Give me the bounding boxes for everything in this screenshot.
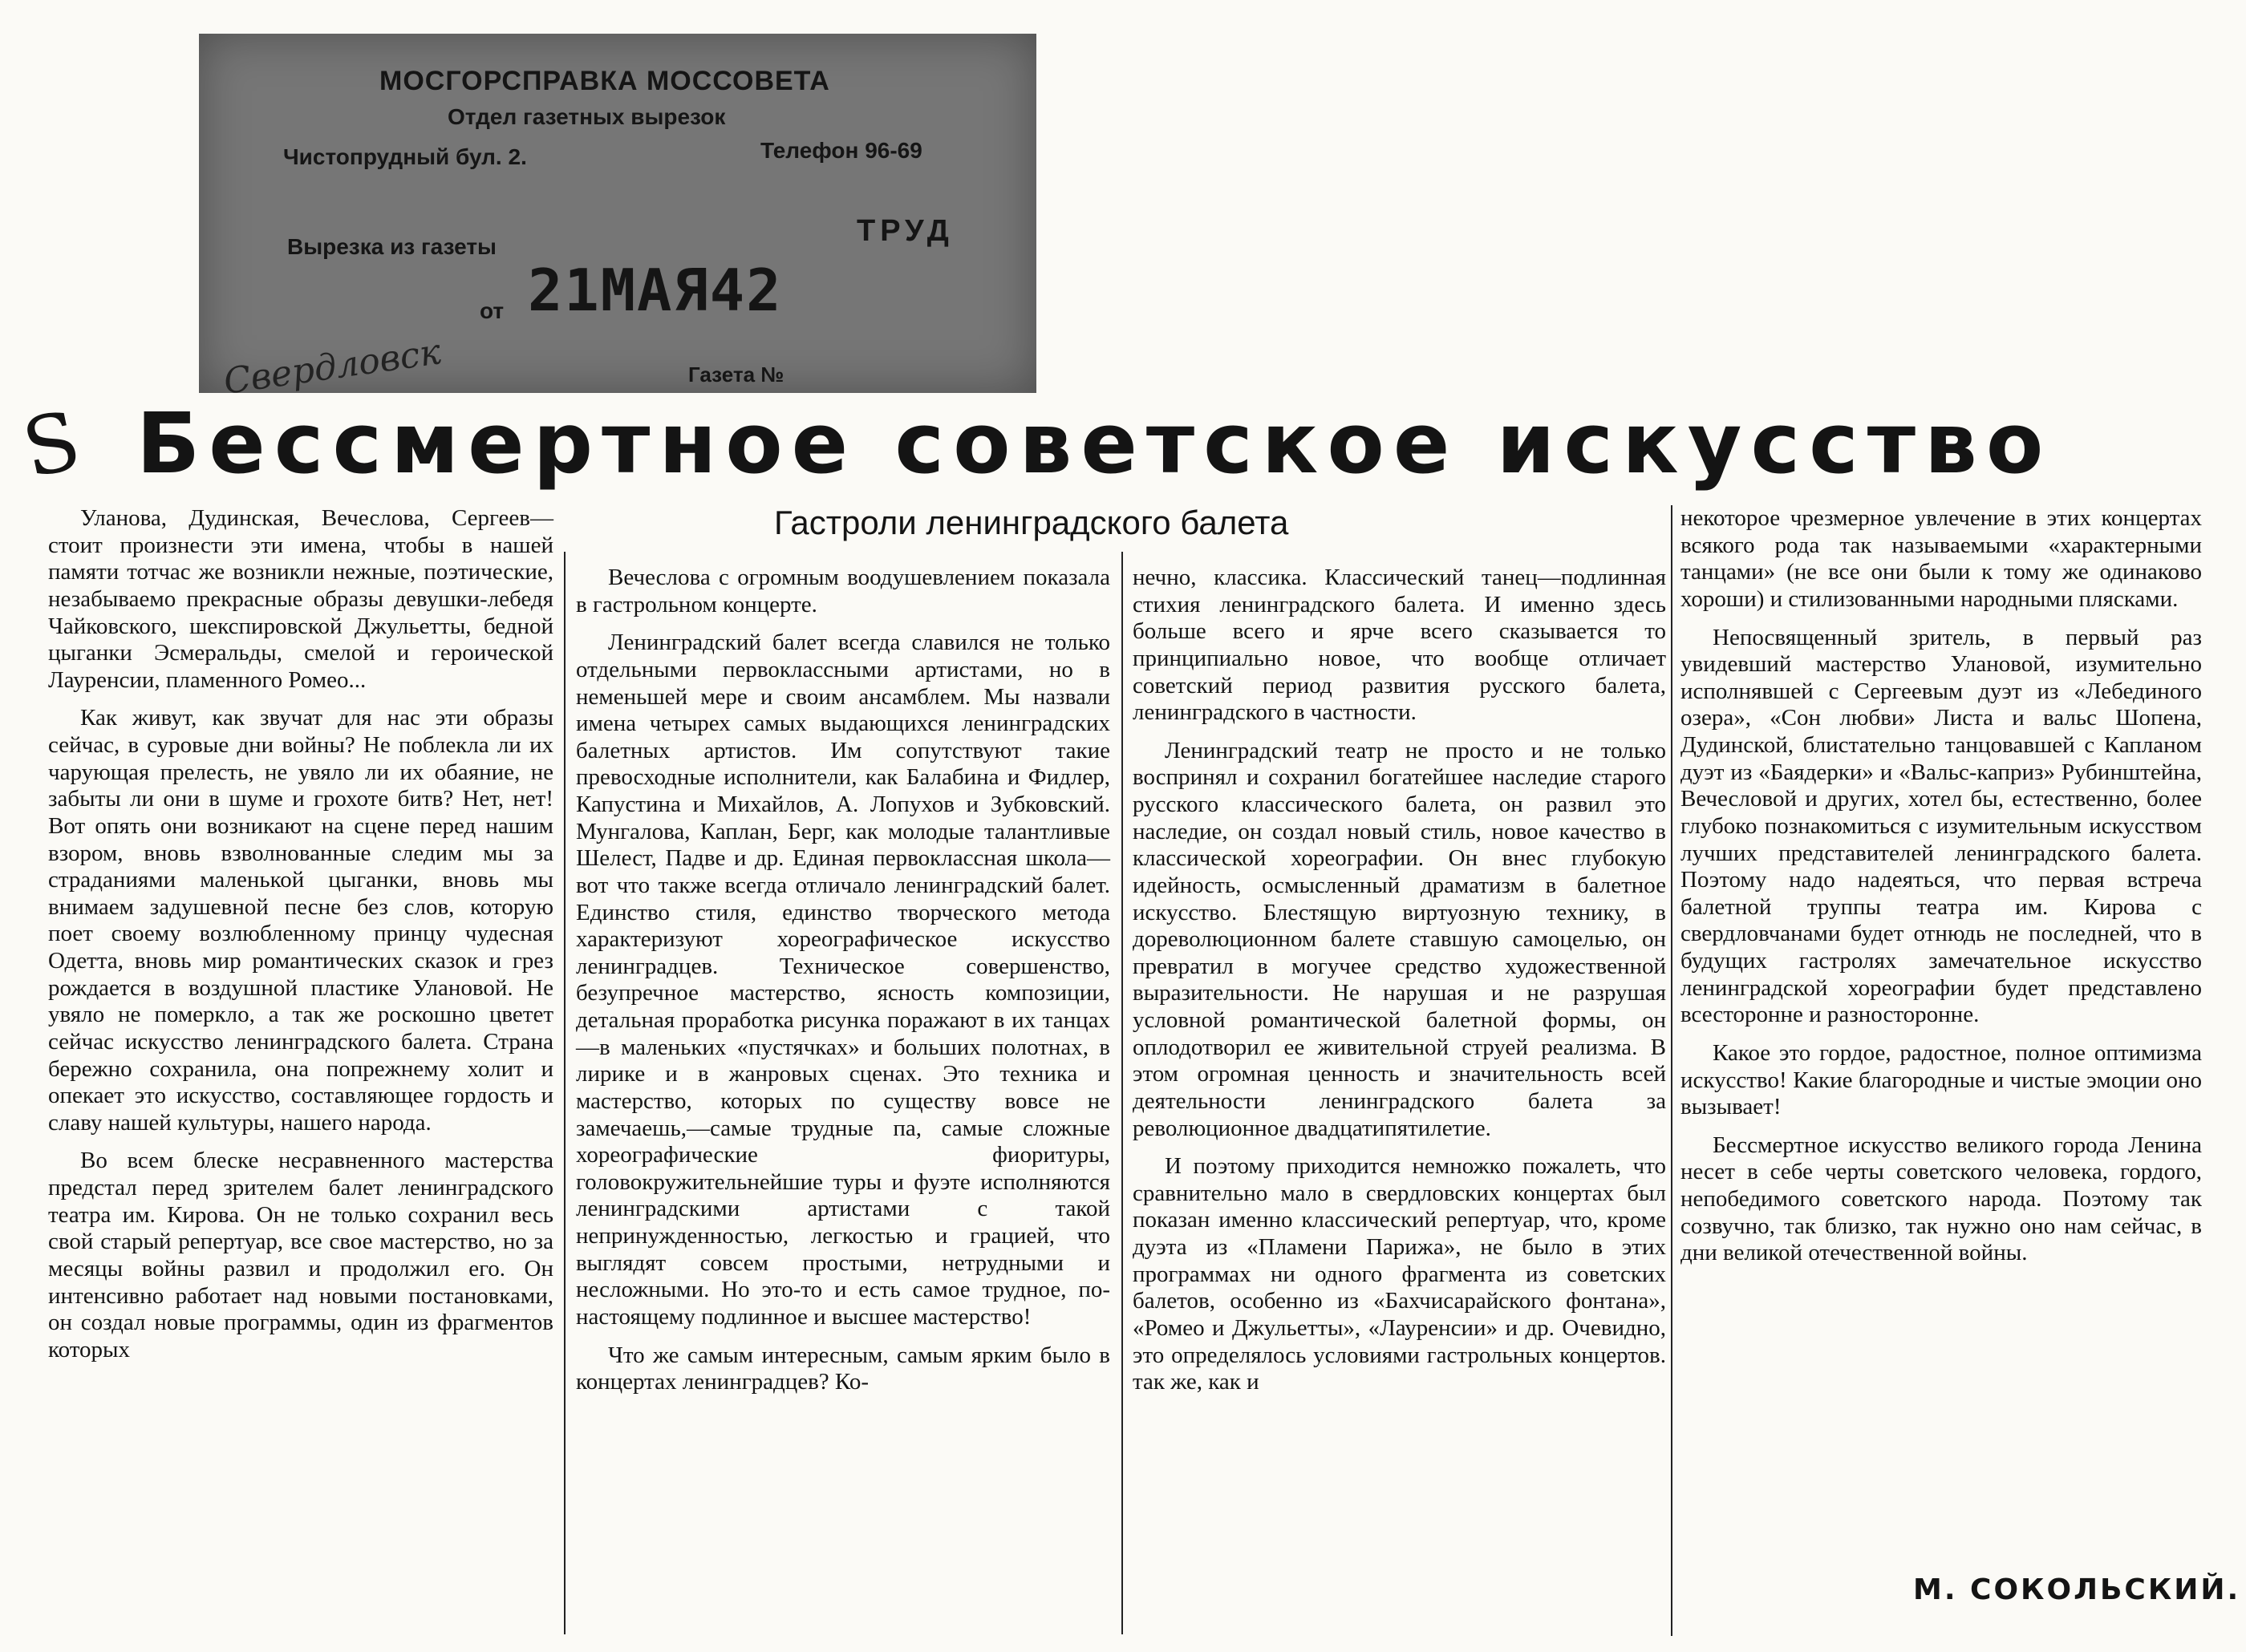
paragraph: Какое это гордое, радостное, полное оптимизма искусство! Какие благородные и чистые эмоции оно вызывает! [1680, 1039, 2202, 1120]
stamp-date: 21МАЯ42 [528, 257, 783, 324]
paragraph: Вечеслова с огромным воодушевлением показала в гастрольном концерте. [576, 565, 1110, 617]
article-column-1 [48, 505, 553, 1363]
article-headline: Бессмертное советское искусство [136, 395, 2053, 492]
stamp-address: Чистопрудный бул. 2. [283, 144, 527, 169]
article-column-4 [1680, 505, 2202, 1267]
paragraph: Ленинградский театр не просто и не только воспринял и сохранил богатейшее наследие старого русского классического балета, он развил это наследие, он создал новый стиль, новое качество в классической хореографии. Он внес глубокую идейность, осмысленный драматизм в балетное искусство. Блестящую виртуозную технику, в дореволюционном балете ставшую самоцелью, он превратил в могучее средство художественной выразительности. Не нарушая и не разрушая условной романтической балетной формы, он оплодотворил ее живительной струей реализма. В этом огромная ценность и значительность всей деятельности ленинградского балета за революционное двадцатипятилетие. [1133, 737, 1666, 1141]
stamp-department: Отдел газетных вырезок [448, 104, 726, 129]
paragraph: Во всем блеске несравненного мастерства предстал перед зрителем балет ленинградского театра им. Кирова. Он не только сохранил весь свой старый репертуар, все свое мастерство, но за месяцы войны развил и продолжил его. Он интенсивно работает над новыми постановками, он создал новые программы, один из фрагментов которых [48, 1148, 553, 1362]
column-divider [1121, 552, 1123, 1634]
column-divider [564, 552, 566, 1634]
paragraph: Что же самым интересным, самым ярким было в концертах ленинградцев? Ко- [576, 1342, 1110, 1395]
stamp-from-label: от [480, 298, 505, 323]
stamp-gazette-label: Газета № [688, 362, 784, 387]
paragraph: Ленинградский балет всегда славился не только отдельными первоклассными артистами, но в неменьшей мере и своим ансамблем. Мы назвали имена четырех самых выдающихся ленинградских балетных артистов. Им сопутствуют такие превосходные исполнители, как Балабина и Фидлер, Капустина и Михайлов, А. Лопухов и Зубковский. Мунгалова, Каплан, Берг, как молодые талантливые Шелест, Падве и др. Единая первоклассная школа—вот что также всегда отличало ленинградский балет. Единство стиля, единство творческого метода характеризуют хореографическое искусство ленинградцев. Техническое совершенство, безупречное мастерство, ясность композиции, детальная проработка рисунка поражают в их танцах —в маленьких «пустячках» и больших полотнах, в лирике и в жанровых сценах. Это техника и мастерство, которых по существу вовсе не замечаешь,—самые трудные па, самые сложные хореографические фиоритуры, головокружительнейшие туры и фуэте исполняются ленинградскими артистами с такой непринужденностью, легкостью и грацией, что выглядят совсем простыми, нетрудными и несложными. Но это-то и есть самое трудное, по-настоящему подлинное и высшее мастерство! [576, 630, 1110, 1330]
handwritten-mark: S [14, 393, 88, 496]
paragraph: Уланова, Дудинская, Вечеслова, Сергеев—стоит произнести эти имена, чтобы в нашей памяти тотчас же возникли нежные, поэтические, незабываемо прекрасные образы девушки-лебедя Чайковского, шекспировской Джульетты, бедной цыганки Эсмеральды, смелой и героической Лауренсии, пламенного Ромео... [48, 505, 553, 693]
stamp-phone: Телефон 96-69 [760, 138, 922, 163]
column-divider [1671, 505, 1672, 1636]
paragraph: Бессмертное искусство великого города Ленина несет в себе черты советского человека, гордого, непобедимого советского народа. Поэтому так созвучно, так близко, так нужно оно нам сейчас, в дни великой отечественной войны. [1680, 1132, 2202, 1266]
paragraph: нечно, классика. Классический танец—подлинная стихия ленинградского балета. И именно здесь больше всего и ярче всего сказывается то принципиально новое, что вообще отличает советский период развития русского балета, ленинградского в частности. [1133, 565, 1666, 726]
article-author: М. СОКОЛЬСКИЙ. [1913, 1573, 2241, 1606]
paragraph: Непосвященный зритель, в первый раз увидевший мастерство Улановой, изумительно исполнявшей с Сергеевым дуэт из «Лебединого озера», «Сон любви» Листа и вальс Шопена, Дудинской, блистательно танцовавшей с Капланом дуэт из «Баядерки» и «Вальс-каприз» Рубинштейна, Вечесловой и других, хотел бы, естественно, более глубоко познакомиться с изумительным искусством лучших представителей ленинградского балета. Поэтому надо надеяться, что первая встреча балетной труппы театра им. Кирова с свердловчанами будет отнюдь не последней, что в будущих гастролях замечательное искусство ленинградской хореографии будет представлено всесторонне и разносторонне. [1680, 624, 2202, 1028]
article-column-2 [576, 565, 1110, 1396]
article-column-3 [1133, 565, 1666, 1396]
stamp-clip-label: Вырезка из газеты [287, 234, 497, 259]
paragraph: И поэтому приходится немножко пожалеть, что сравнительно мало в свердловских концертах был показан именно классический репертуар, что, кроме дуэта из «Пламени Парижа», не было в этих программах ни одного фрагмента из советских балетов, особенно из «Бахчисарайского фонтана», «Ромео и Джульетты», «Лауренсии» и др. Очевидно, это определялось условиями гастрольных концертов. так же, как и [1133, 1153, 1666, 1395]
handwritten-signature: Свердловск [221, 331, 444, 403]
paragraph: некоторое чрезмерное увлечение в этих концертах всякого рода так называемыми «характерными танцами» (не все они были к тому же одинаково хороши) и стилизованными народными плясками. [1680, 505, 2202, 612]
stamp-newspaper-name: ТРУД [857, 214, 954, 248]
archive-stamp [199, 34, 1036, 403]
stamp-organization: МОСГОРСПРАВКА МОССОВЕТА [379, 66, 830, 96]
paragraph: Как живут, как звучат для нас эти образы сейчас, в суровые дни войны? Не поблекла ли их чарующая прелесть, не увяло ли их обаяние, не забыты ли они в шуме и грохоте битв? Нет, нет! Вот опять они возникают на сцене перед нашим взором, вновь взволнованные следим мы за страданиями маленькой цыганки, вновь мы внимаем задушевной песне без слов, которую поет своему возлюбленному принцу чудесная Одетта, вновь мир романтических сказок и грез рождается в воздушной пластике Улановой. Не увяло не померкло, а так же роскошно цветет сейчас искусство ленинградского балета. Страна бережно сохранила, она попрежнему холит и опекает это искусство, составляющее гордость и славу нашей культуры, нашего народа. [48, 705, 553, 1136]
article-subheadline: Гастроли ленинградского балета [774, 504, 1289, 541]
